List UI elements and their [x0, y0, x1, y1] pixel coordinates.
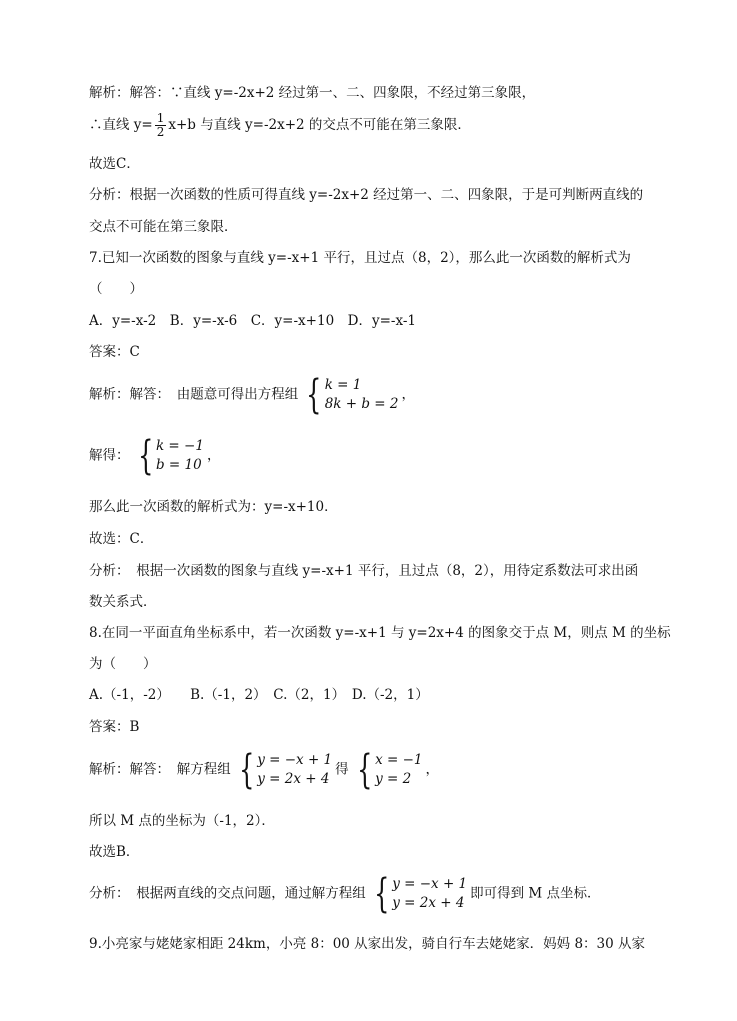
- question-7-blank: （ ）: [89, 281, 143, 297]
- brace-icon: {: [137, 433, 153, 479]
- equation-system: [234, 747, 333, 793]
- question-9-stem: 9.小亮家与姥姥家相距 24km，小亮 8：00 从家出发，骑自行车去姥姥家．妈妈 8：30 从家: [89, 936, 646, 952]
- equation: y = 2: [375, 771, 412, 787]
- text-segment: x+b 与直线 y=-2x+2 的交点不可能在第三象限．: [168, 117, 471, 133]
- brace-icon: {: [306, 372, 322, 418]
- question-7-stem: 7.已知一次函数的图象与直线 y=-x+1 平行，且过点（8，2），那么此一次函数的解析式为: [89, 250, 631, 266]
- brace-icon: {: [373, 871, 390, 917]
- question-7-result: [89, 433, 221, 479]
- question-7-formula: 那么此一次函数的解析式为：y=-x+10．: [89, 499, 338, 515]
- analysis-line-1: 解析：解答：∵直线 y=-2x+2 经过第一、二、四象限，不经过第三象限，: [89, 85, 536, 101]
- text-segment: ∴直线 y=: [89, 117, 153, 133]
- equation: y = −x + 1: [392, 876, 468, 892]
- equation: y = −x + 1: [257, 752, 333, 768]
- equation-system: [133, 433, 204, 479]
- equation: k = −1: [155, 438, 204, 454]
- text-segment: 即可得到 M 点坐标．: [470, 885, 601, 902]
- text-segment: 解得：: [89, 447, 130, 464]
- question-8-analysis: [89, 871, 601, 917]
- question-7-choice: 故选：C．: [89, 531, 154, 547]
- question-8-answer: 答案：B: [89, 719, 140, 735]
- brace-icon: {: [238, 747, 255, 793]
- question-7-solution: [89, 372, 415, 418]
- question-8-choice: 故选B．: [89, 844, 140, 860]
- analysis-line-3: 交点不可能在第三象限．: [89, 219, 238, 235]
- equation-system: [352, 747, 423, 793]
- equation-system: [369, 871, 468, 917]
- text-segment: ，: [425, 761, 440, 778]
- brace-icon: {: [356, 747, 373, 793]
- equation: x = −1: [375, 752, 423, 768]
- analysis-line-2: 分析：根据一次函数的性质可得直线 y=-2x+2 经过第一、二、四象限，于是可判断两直线的: [89, 187, 644, 203]
- question-8-coordinate: 所以 M 点的坐标为（-1，2）．: [89, 813, 275, 829]
- question-8-blank: 为（ ）: [89, 656, 157, 672]
- fraction-numerator: 1: [156, 111, 165, 125]
- answer-choice-line: 故选C．: [89, 156, 140, 172]
- question-8-stem: 8.在同一平面直角坐标系中，若一次函数 y=-x+1 与 y=2x+4 的图象交于点 M，则点 M 的坐标: [89, 625, 671, 641]
- question-7-options: A．y=-x-2 B．y=-x-6 C．y=-x+10 D．y=-x-1: [89, 313, 417, 329]
- text-segment: ，: [401, 386, 415, 403]
- question-7-analysis-1: 分析： 根据一次函数的图象与直线 y=-x+1 平行，且过点（8，2），用待定系数法可求出函: [89, 563, 639, 579]
- question-8-solution: [89, 747, 440, 793]
- text-segment: ，: [206, 447, 221, 464]
- equation-system: [301, 372, 399, 418]
- fraction-one-half: [155, 112, 167, 139]
- question-7-analysis-2: 数关系式．: [89, 594, 157, 610]
- equation: 8k + b = 2: [324, 396, 399, 412]
- conclusion-line: [89, 112, 471, 139]
- equation: b = 10: [155, 457, 202, 473]
- fraction-denominator: 2: [156, 125, 165, 139]
- text-segment: 解析：解答： 解方程组: [89, 761, 231, 778]
- equation: y = 2x + 4: [392, 895, 465, 911]
- equation: y = 2x + 4: [257, 771, 330, 787]
- text-segment: 解析：解答： 由题意可得出方程组: [89, 386, 299, 403]
- text-segment: 分析： 根据两直线的交点问题，通过解方程组: [89, 885, 366, 902]
- question-7-answer: 答案：C: [89, 344, 140, 360]
- equation: k = 1: [324, 377, 362, 393]
- question-8-options: A.（-1，-2） B.（-1，2） C.（2，1） D.（-2，1）: [89, 687, 429, 703]
- text-segment: 得: [335, 761, 349, 778]
